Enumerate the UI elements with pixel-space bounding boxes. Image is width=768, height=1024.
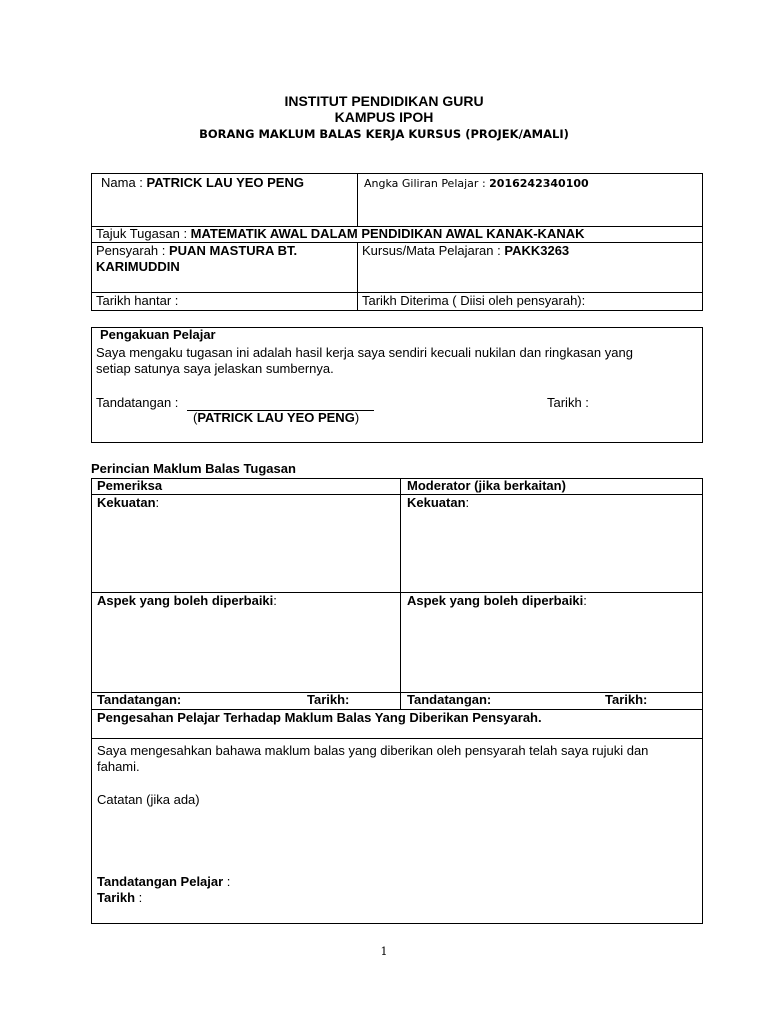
confirmation-title: Pengesahan Pelajar Terhadap Maklum Balas Yang Diberikan Pensyarah.	[97, 710, 542, 725]
declaration-text-line2: setiap satunya saya jelaskan sumbernya.	[96, 361, 334, 376]
received-date-field: Tarikh Diterima ( Diisi oleh pensyarah):	[362, 293, 586, 308]
roll-number-field	[364, 176, 699, 192]
campus-title: KAMPUS IPOH	[334, 109, 434, 125]
task-label: Tajuk Tugasan :	[96, 226, 191, 241]
institute-title: INSTITUT PENDIDIKAN GURU	[284, 93, 484, 109]
task-title-field	[96, 226, 701, 242]
declaration-text-line1: Saya mengaku tugasan ini adalah hasil kerja saya sendiri kecuali nukilan dan ringkasan yang	[96, 345, 633, 360]
course-field	[362, 243, 700, 259]
moderator-strength-label: Kekuatan:	[407, 495, 470, 510]
page-number: 1	[380, 945, 388, 958]
moderator-date-label: Tarikh:	[605, 692, 648, 707]
student-sign-field: Tandatangan Pelajar :	[97, 874, 231, 889]
moderator-improve-label: Aspek yang boleh diperbaiki:	[407, 593, 587, 608]
signer-name: PATRICK LAU YEO PENG	[197, 410, 355, 425]
moderator-sign-label: Tandatangan:	[407, 692, 492, 707]
name-field	[101, 175, 351, 191]
examiner-column-header: Pemeriksa	[97, 478, 163, 493]
confirmation-text-line2: fahami.	[97, 759, 140, 774]
task-value: MATEMATIK AWAL DALAM PENDIDIKAN AWAL KANAK-KANAK	[190, 226, 585, 241]
course-value: PAKK3263	[504, 243, 570, 258]
declaration-date-label: Tarikh :	[547, 395, 589, 410]
name-value: PATRICK LAU YEO PENG	[146, 175, 304, 190]
form-title: BORANG MAKLUM BALAS KERJA KURSUS (PROJEK/AMALI)	[199, 127, 569, 141]
student-date-field: Tarikh :	[97, 890, 143, 905]
name-label: Nama :	[101, 175, 147, 190]
declaration-sign-label: Tandatangan :	[96, 395, 179, 410]
examiner-strength-label: Kekuatan:	[97, 495, 160, 510]
declaration-signer: (PATRICK LAU YEO PENG)	[193, 410, 360, 425]
confirmation-text-line1: Saya mengesahkan bahawa maklum balas yang diberikan oleh pensyarah telah saya rujuki dan	[97, 743, 649, 758]
notes-label: Catatan (jika ada)	[97, 792, 200, 807]
lecturer-label: Pensyarah :	[96, 243, 169, 258]
lecturer-value-line2: KARIMUDDIN	[96, 259, 180, 274]
examiner-sign-label: Tandatangan:	[97, 692, 182, 707]
roll-label: Angka Giliran Pelajar :	[364, 177, 490, 190]
examiner-improve-label: Aspek yang boleh diperbaiki:	[97, 593, 277, 608]
lecturer-value-line1: PUAN MASTURA BT.	[169, 243, 298, 258]
roll-value: 2016242340100	[489, 177, 589, 190]
lecturer-field	[96, 243, 354, 275]
course-label: Kursus/Mata Pelajaran :	[362, 243, 505, 258]
declaration-title: Pengakuan Pelajar	[100, 327, 216, 342]
examiner-date-label: Tarikh:	[307, 692, 350, 707]
feedback-section-title: Perincian Maklum Balas Tugasan	[91, 461, 296, 476]
moderator-column-header: Moderator (jika berkaitan)	[407, 478, 566, 493]
submit-date-field: Tarikh hantar :	[96, 293, 179, 308]
